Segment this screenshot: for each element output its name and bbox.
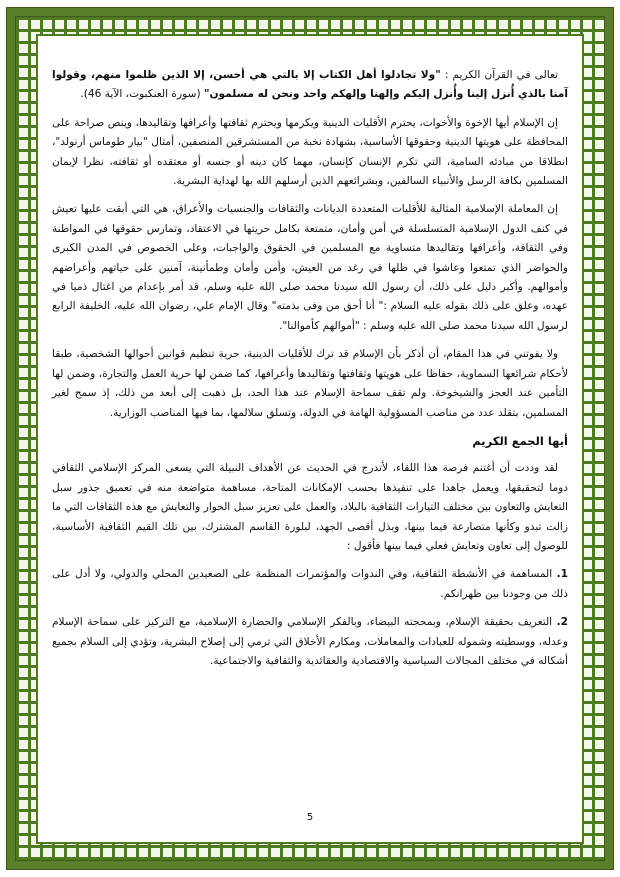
page-number: 5 bbox=[306, 812, 314, 823]
list-item bbox=[52, 613, 568, 671]
list-item-number: 2. bbox=[556, 616, 568, 629]
paragraph-minorities-respect: إن الإسلام أيها الإخوة والأخوات، يحترم الأقليات الدينية ويكرمها ويحترم ثقافتها وأعرافها وتقاليدها، وينص صراحة على المحافظة على هويتها الدينية وحقوقها الأساسية، بشهادة نخبة من المستشرقين المنصفين، أمثال "بيار طوماس أرنولد"، انطلاقا من مبادئه السامية، التي تكرم الإنسان كإنسان، مهما كان دينه أو جنسه أو معتقده أو ثقافته، نظرا لإيمان المسلمين بكافة الرسل والأنبياء السالفين، وبشرائعهم الذين أرسلهم الله بها لهداية البشرية. bbox=[52, 116, 568, 188]
document-body bbox=[52, 66, 568, 680]
section-heading: أيها الجمع الكريم bbox=[472, 433, 568, 448]
paragraph-freedoms: ولا يفوتني في هذا المقام، أن أذكر بأن الإسلام قد ترك للأقليات الدينية، حرية تنظيم قوانين أحوالها الشخصية، طبقا لأحكام شرائعها السماوية، حفاظا على هويتها وثقافتها وتقاليدها وأعرافها، كما ضمن لها حرية العمل والتجارة، وضمن لها التأمين عند العجز والشيخوخة. ولم تقف سماحة الإسلام عند هذا الحد، بل ذهبت إلى أبعد من ذلك، إذ سمح لغير المسلمين، بتقلد عدد من مناصب المسؤولية الهامة في الدولة، وتسلق سلالمها، بما فيها المناصب الوزارية. bbox=[52, 348, 568, 419]
paragraph-center-goals: لقد وددت أن أغتنم فرصة هذا اللقاء، لأتدرج في الحديث عن الأهداف النبيلة التي يسعى المركز الإسلامي الثقافي دوما لتحقيقها، ويعمل جاهدا على تنفيذها بحسب الإمكانات المتاحة، مساهمة متواضعة منه في تعميق جذور سبل التعايش والتعاون بين مختلف التيارات الثقافية بالبلاد، والعمل على تعزيز سبل الحوار والتعايش مع هذه الثقافات التي ما زالت تبدو وكأنها متصارعة فيما بينها، وبذل أقصى الجهد، لبلورة القاسم المشترك، بين تلك القيم الثقافية الأساسية، للوصول إلى تعاون وتعايش فعلي فيما بينها فأقول : bbox=[52, 462, 568, 552]
quote-reference: (سورة العنكبوت، الآية 46). bbox=[80, 88, 204, 101]
list-item-number: 1. bbox=[556, 568, 568, 581]
paragraph-ideal-treatment: إن المعاملة الإسلامية المثالية للأقليات المتعددة الديانات والثقافات والجنسيات والأعراق، هي التي أبقت عليها تعيش في كنف الدول الإسلامية المتسلسلة في أمن وأمان، متمتعة بكامل حريتها في الاعتقاد، وتمارس حقوقها في المواطنة وفي الثقافة، وأعرافها وتقاليدها متساوية مع المسلمين في الحقوق والواجبات، وعلى الخصوص في المدن الكبرى والحواضر الذي تمتعوا وعاشوا في ظلها في رغد من العيش، وأمن وأمان وطمأنينة، آمنين على حياتهم وأعراضهم وأموالهم. وأكبر دليل على ذلك، أن رسول الله سيدنا محمد صلى الله عليه وسلم، قد أمر بإعدام من اغتال ذميا في عهده، وعلق على ذلك بقوله عليه السلام :" أنا أحق من وفى بذمته" وقال الإمام علي، رضوان الله عليه، الخليفة الرابع لرسول الله سيدنا محمد صلى الله عليه وسلم : "أموالهم كأموالنا". bbox=[52, 203, 568, 332]
list-item-text: المساهمة في الأنشطة الثقافية، وفي الندوات والمؤتمرات المنظمة على الصعيدين المحلي والدولي، ولا أدل على ذلك من وجودنا بين ظهرانكم. bbox=[52, 568, 568, 600]
list-item-text: التعريف بحقيقة الإسلام، وبمحجته البيضاء، وبالفكر الإسلامي والحضارة الإسلامية، مع التركيز على سماحة الإسلام وعدله، ووسطيته وشموله للعبادات والمعاملات، ومكارم الأخلاق التي ترمي إلى إصلاح البشرية، وتؤدي إلى السلام بجميع أشكاله في مختلف المجالات السياسية والاقتصادية والعقائدية والثقافية والاجتماعية. bbox=[52, 616, 568, 667]
intro-paragraph bbox=[52, 66, 568, 105]
list-item bbox=[52, 565, 568, 604]
intro-prefix: تعالى في القرآن الكريم : bbox=[440, 69, 558, 81]
quran-quote: "ولا تجادلوا أهل الكتاب إلا بالتي هي أحسن، إلا الذين ظلموا منهم، وقولوا آمنا بالذي أُنزل إلينا وأُنزل إليكم وإلهنا وإلهكم واحد ونحن له مسلمون" bbox=[52, 69, 568, 101]
